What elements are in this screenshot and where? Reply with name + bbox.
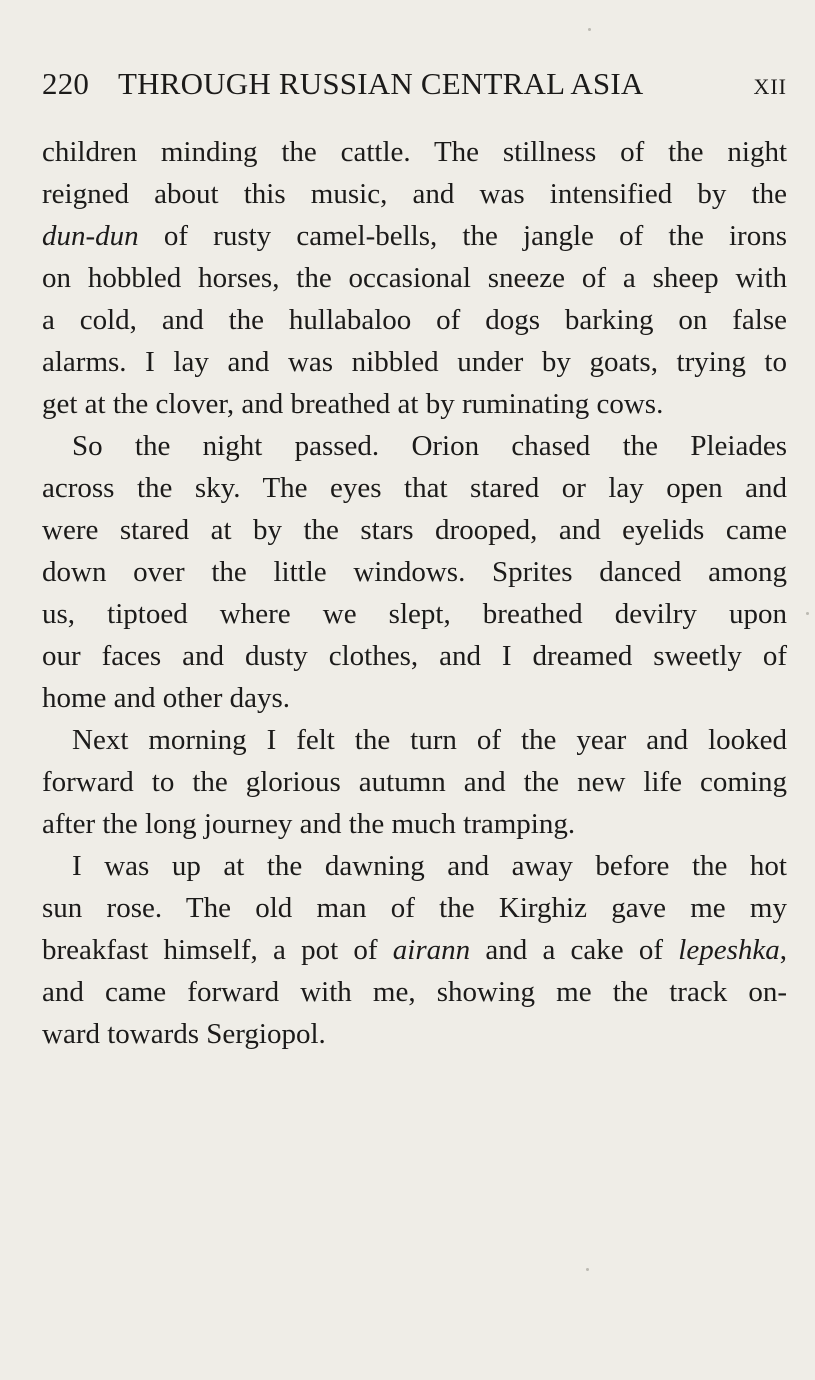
text-run: alarms. I lay and was nibbled under by goats, trying to	[42, 346, 787, 378]
paper-speck	[586, 1268, 589, 1271]
text-run: across the sky. The eyes that stared or lay open and	[42, 472, 787, 504]
text-line	[42, 299, 787, 341]
text-line	[42, 173, 787, 215]
text-line	[42, 551, 787, 593]
text-line	[42, 131, 787, 173]
text-line	[42, 719, 787, 761]
text-line	[42, 383, 787, 425]
italic-word: airann	[392, 934, 471, 966]
text-run: and a cake of	[470, 934, 679, 966]
text-line	[42, 887, 787, 929]
text-run: down over the little windows. Sprites danced among	[42, 556, 787, 588]
text-run: breakfast himself, a pot of	[42, 934, 393, 966]
text-run: and came forward with me, showing me the track on-	[42, 976, 787, 1008]
italic-word: dun-dun	[42, 220, 139, 252]
text-line	[42, 593, 787, 635]
text-run: home and other days.	[42, 682, 291, 714]
text-line	[42, 509, 787, 551]
text-run: children minding the cattle. The stillness of the night	[42, 136, 787, 168]
text-line	[42, 215, 787, 257]
text-run: of rusty camel-bells, the jangle of the irons	[138, 220, 787, 252]
text-line	[42, 341, 787, 383]
text-run: get at the clover, and breathed at by ruminating cows.	[42, 388, 664, 420]
text-run: ,	[779, 934, 788, 966]
text-run: reigned about this music, and was intensified by the	[42, 178, 787, 210]
page-number: 220	[42, 66, 90, 101]
text-line	[42, 845, 787, 887]
text-run: our faces and dusty clothes, and I dreamed sweetly of	[42, 640, 787, 672]
chapter-number: xii	[753, 66, 787, 101]
text-run: a cold, and the hullabaloo of dogs barking on false	[42, 304, 787, 336]
text-run: were stared at by the stars drooped, and eyelids came	[42, 514, 787, 546]
text-run: So the night passed. Orion chased the Pleiades	[72, 430, 787, 462]
text-run: sun rose. The old man of the Kirghiz gave me my	[42, 892, 787, 924]
text-run: on hobbled horses, the occasional sneeze of a sheep with	[42, 262, 787, 294]
text-run: ward towards Sergiopol.	[42, 1018, 326, 1050]
text-line	[42, 677, 787, 719]
text-run: after the long journey and the much tramping.	[42, 808, 576, 840]
body-text	[42, 131, 787, 1055]
running-head	[42, 62, 787, 106]
text-line	[42, 761, 787, 803]
paper-speck	[588, 28, 591, 31]
text-line	[42, 467, 787, 509]
text-line	[42, 635, 787, 677]
text-line	[42, 929, 787, 971]
italic-word: lepeshka	[678, 934, 780, 966]
text-line	[42, 1013, 787, 1055]
text-run: Next morning I felt the turn of the year and looked	[72, 724, 787, 756]
text-line	[42, 971, 787, 1013]
text-run: us, tiptoed where we slept, breathed devilry upon	[42, 598, 787, 630]
text-line	[42, 425, 787, 467]
text-line	[42, 803, 787, 845]
paper-speck	[806, 612, 809, 615]
text-run: I was up at the dawning and away before the hot	[72, 850, 787, 882]
text-line	[42, 257, 787, 299]
text-run: forward to the glorious autumn and the new life coming	[42, 766, 787, 798]
running-title: THROUGH RUSSIAN CENTRAL ASIA	[118, 66, 644, 101]
